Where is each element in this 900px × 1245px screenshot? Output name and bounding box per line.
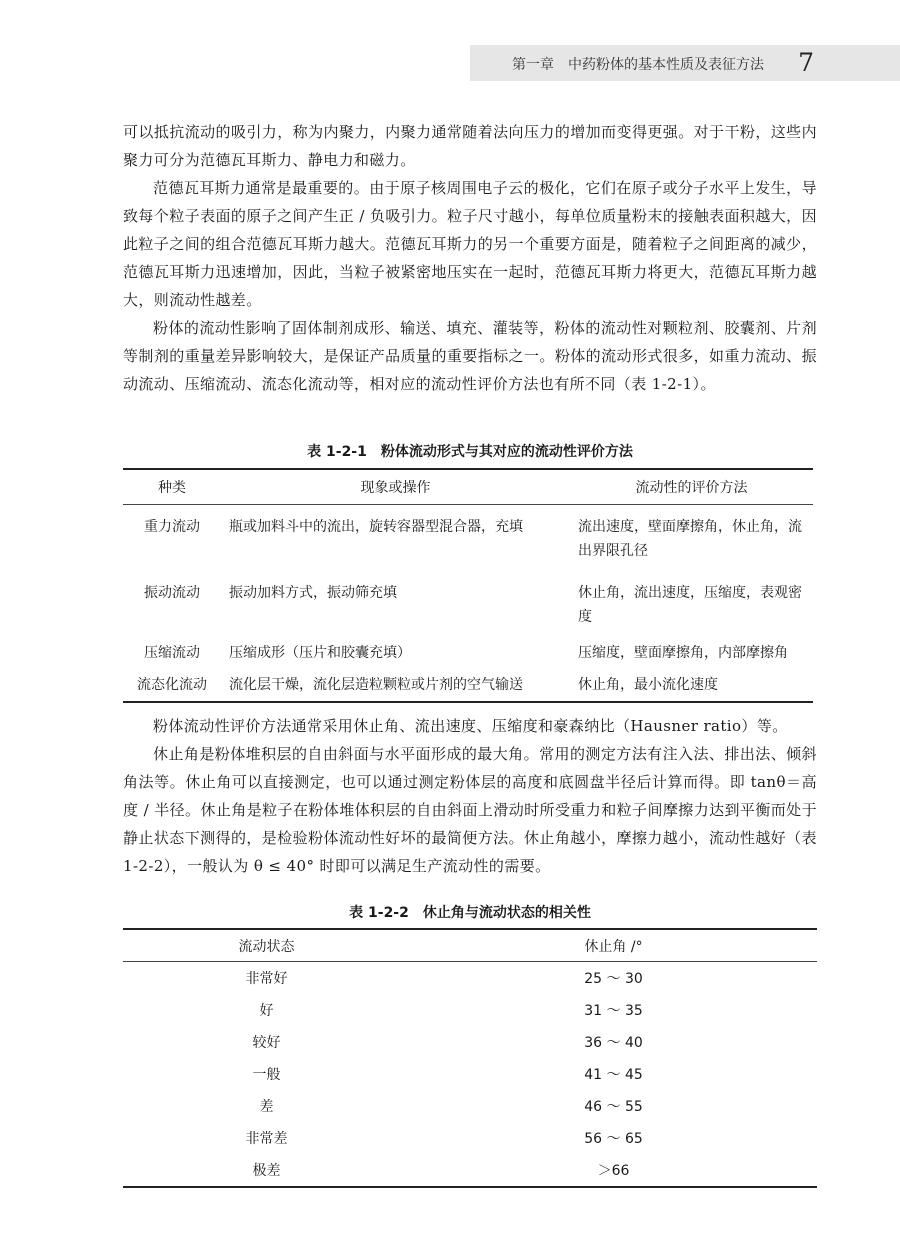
table-row — [123, 1058, 817, 1090]
table-cell: 非常好 — [245, 971, 288, 987]
table-row — [123, 505, 813, 572]
running-header — [0, 45, 900, 81]
table-cell: 差 — [259, 1099, 274, 1115]
chapter-title: 第一章 中药粉体的基本性质及表征方法 — [512, 57, 764, 73]
paragraph: 粉体流动性评价方法通常采用休止角、流出速度、压缩度和豪森纳比（Hausner ratio）等。 — [153, 717, 788, 735]
table-cell: 流态化流动 — [137, 677, 207, 693]
table-cell: 36 ～ 40 — [584, 1035, 643, 1051]
column-header: 流动性的评价方法 — [570, 469, 813, 505]
table-row — [123, 571, 813, 637]
table-cell: 重力流动 — [144, 519, 200, 535]
table-cell: 压缩流动 — [144, 645, 200, 661]
table-cell: 25 ～ 30 — [584, 971, 643, 987]
table-cell: 好 — [259, 1003, 274, 1019]
table-cell: 56 ～ 65 — [584, 1131, 643, 1147]
intro-text — [123, 118, 817, 398]
repose-angle-table — [123, 928, 817, 1188]
table-header-row — [123, 929, 817, 962]
table-row — [123, 1154, 817, 1187]
table-cell: 瓶或加料斗中的流出，旋转容器型混合器，充填 — [229, 519, 523, 535]
table1-caption: 表 1-2-1 粉体流动形式与其对应的流动性评价方法 — [307, 444, 633, 460]
table-cell: 休止角，流出速度，压缩度，表观密度 — [578, 585, 802, 625]
column-header: 现象或操作 — [221, 469, 570, 505]
table-cell: 流化层干燥，流化层造粒颗粒或片剂的空气输送 — [229, 677, 523, 693]
column-header: 种类 — [123, 469, 221, 505]
table-cell: 流出速度，壁面摩擦角，休止角，流出界限孔径 — [578, 519, 802, 559]
table-cell: 31 ～ 35 — [584, 1003, 643, 1019]
table-row — [123, 637, 813, 669]
table-cell: 41 ～ 45 — [584, 1067, 643, 1083]
paragraph: 粉体的流动性影响了固体制剂成形、输送、填充、灌装等，粉体的流动性对颗粒剂、胶囊剂、片剂等制剂的重量差异影响较大，是保证产品质量的重要指标之一。粉体的流动形式很多，如重力流动、振动流动、压缩流动、流态化流动等，相对应的流动性评价方法也有所不同（表 1-2-1）。 — [123, 319, 817, 393]
table-row — [123, 994, 817, 1026]
paragraph: 范德瓦耳斯力通常是最重要的。由于原子核周围电子云的极化，它们在原子或分子水平上发生，导致每个粒子表面的原子之间产生正 / 负吸引力。粒子尺寸越小，每单位质量粉末的接触表面积越大，因此粒子之间的组合范德瓦耳斯力越大。范德瓦耳斯力的另一个重要方面是，随着粒子之间距离的减少，范德瓦耳斯力迅速增加，因此，当粒子被紧密地压实在一起时，范德瓦耳斯力将更大，范德瓦耳斯力越大，则流动性越差。 — [123, 179, 817, 309]
paragraph: 可以抵抗流动的吸引力，称为内聚力，内聚力通常随着法向压力的增加而变得更强。对于干粉，这些内聚力可分为范德瓦耳斯力、静电力和磁力。 — [123, 123, 817, 169]
table-cell: 压缩度，壁面摩擦角，内部摩擦角 — [578, 645, 788, 661]
table-cell: ＞66 — [597, 1163, 630, 1179]
table-cell: 休止角，最小流化速度 — [578, 677, 718, 693]
paragraph: 休止角是粉体堆积层的自由斜面与水平面形成的最大角。常用的测定方法有注入法、排出法、倾斜角法等。休止角可以直接测定，也可以通过测定粉体层的高度和底圆盘半径后计算而得。即 tanθ＝高度 / 半径。休止角是粒子在粉体堆体积层的自由斜面上滑动时所受重力和粒子间摩擦力达到平衡而处于静止状态下测得的，是检验粉体流动性好坏的最简便方法。休止角越小，摩擦力越小，流动性越好（表 1-2-2），一般认为 θ ≤ 40° 时即可以满足生产流动性的需要。 — [123, 745, 818, 875]
column-header: 流动状态 — [123, 929, 410, 962]
table-cell: 一般 — [252, 1067, 281, 1083]
table-cell: 非常差 — [245, 1131, 288, 1147]
table-header-row — [123, 469, 813, 505]
table-cell: 振动流动 — [144, 585, 200, 601]
table-row — [123, 1122, 817, 1154]
table-row — [123, 1026, 817, 1058]
flow-methods-table — [123, 468, 813, 703]
table-cell: 振动加料方式，振动筛充填 — [229, 585, 397, 601]
column-header: 休止角 /° — [410, 929, 817, 962]
methods-text — [123, 712, 817, 880]
table2-caption: 表 1-2-2 休止角与流动状态的相关性 — [349, 905, 591, 921]
table-cell: 较好 — [252, 1035, 281, 1051]
page-number: 7 — [798, 48, 814, 77]
table-cell: 极差 — [252, 1163, 281, 1179]
table-row — [123, 669, 813, 702]
table-row — [123, 1090, 817, 1122]
table-cell: 46 ～ 55 — [584, 1099, 643, 1115]
table-row — [123, 962, 817, 995]
table-cell: 压缩成形（压片和胶囊充填） — [229, 645, 411, 661]
